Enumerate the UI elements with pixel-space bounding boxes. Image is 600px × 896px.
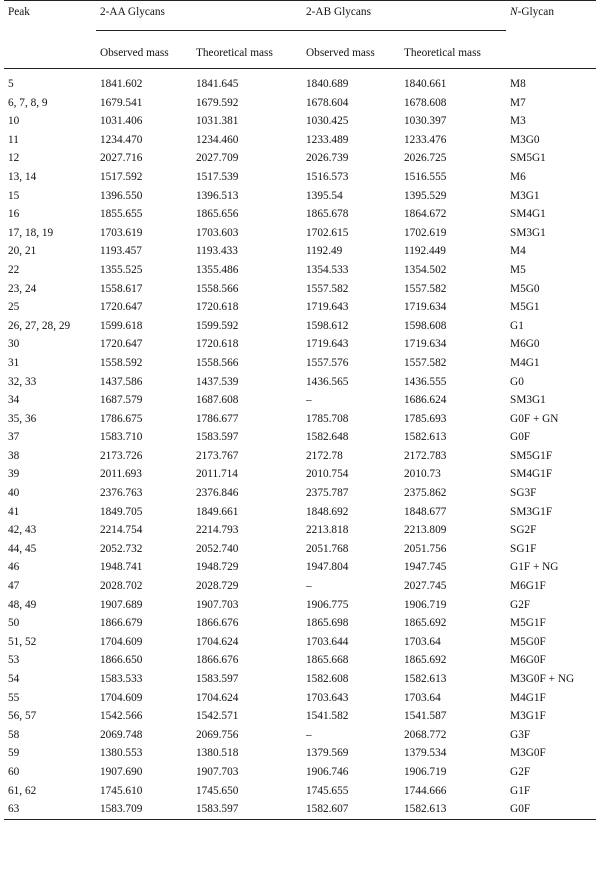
cell-peak: 46 [8,561,20,574]
cell-nglycan: M5 [510,263,526,276]
cell-peak: 30 [8,338,20,351]
cell-ab-theoretical: 1678.608 [404,96,447,109]
cell-nglycan: SM3G1F [510,505,553,518]
cell-ab-observed: 1848.692 [306,505,349,518]
cell-nglycan: M8 [510,78,526,90]
cell-nglycan: M3G0F + NG [510,673,575,685]
cell-aa-theoretical: 2052.740 [196,542,239,555]
header-2aa-glycans [96,1,302,39]
cell-ab-theoretical: 1719.634 [404,301,447,314]
cell-aa-theoretical: 1907.703 [196,765,239,778]
cell-aa-observed: 1396.550 [100,189,143,202]
table-row [4,205,596,224]
cell-nglycan: G2F [510,598,531,611]
cell-nglycan: M3G1 [510,189,540,202]
cell-aa-theoretical: 1865.656 [196,208,239,221]
cell-aa-observed: 1866.650 [100,654,143,667]
cell-aa-observed: 2027.716 [100,152,143,165]
table-header [4,1,596,69]
cell-ab-theoretical: 1785.693 [404,412,447,425]
cell-aa-theoretical: 2028.729 [196,580,239,593]
cell-aa-observed: 1193.457 [100,245,142,258]
cell-aa-observed: 2376.763 [100,487,143,500]
table-row [4,112,596,131]
cell-aa-observed: 2173.726 [100,449,143,462]
cell-ab-theoretical: 1719.634 [404,338,447,351]
cell-peak: 15 [8,189,20,202]
cell-ab-observed: 1379.569 [306,747,349,760]
cell-peak: 20, 21 [8,245,37,258]
cell-nglycan: M3G0F [510,747,546,760]
cell-peak: 61, 62 [8,784,37,797]
table-row [4,558,596,577]
cell-aa-theoretical: 2069.756 [196,728,239,741]
cell-aa-theoretical: 1720.618 [196,338,239,351]
cell-nglycan: SG3F [510,487,537,500]
cell-aa-theoretical: 1583.597 [196,673,239,685]
cell-aa-theoretical: 2214.793 [196,524,239,537]
cell-nglycan: M5G1 [510,301,540,314]
header-empty [4,38,96,69]
cell-peak: 58 [8,728,20,741]
cell-ab-observed: 1678.604 [306,96,349,109]
cell-nglycan: G0F [506,800,596,819]
cell-peak: 38 [8,449,20,462]
cell-peak: 60 [8,765,20,778]
cell-ab-observed: 1865.668 [306,654,349,667]
cell-ab-theoretical: 1703.64 [404,635,441,648]
table-row [4,317,596,336]
cell-peak: 44, 45 [8,542,37,555]
cell-aa-observed: 1841.602 [100,78,143,90]
table-row [4,670,596,689]
cell-peak: 16 [8,208,20,221]
cell-aa-theoretical: 1704.624 [196,635,239,648]
cell-ab-observed: 1947.804 [306,561,349,574]
cell-ab-theoretical: 2010.73 [404,468,441,481]
cell-peak: 11 [8,133,19,146]
cell-aa-observed: 2069.748 [100,728,143,741]
cell-nglycan: M6 [510,170,526,183]
cell-peak: 34 [8,394,20,407]
table-row [4,149,596,168]
cell-nglycan: SG1F [510,542,537,555]
cell-peak: 40 [8,487,20,500]
cell-ab-observed: 1557.582 [306,282,349,295]
cell-nglycan: M3G0 [510,133,540,146]
cell-aa-theoretical: 1745.650 [196,784,239,797]
cell-ab-theoretical: 1582.613 [404,431,447,444]
cell-nglycan: M6G0F [510,654,546,667]
cell-nglycan: G3F [510,728,531,741]
cell-nglycan: M4G1F [510,691,546,704]
table-row [4,280,596,299]
cell-aa-theoretical: 1704.624 [196,691,239,704]
cell-aa-theoretical: 1558.566 [196,282,239,295]
cell-peak: 55 [8,691,20,704]
cell-nglycan: M5G0 [510,282,540,295]
cell-peak: 39 [8,468,20,481]
table-row [4,242,596,261]
table-row [4,800,596,819]
cell-aa-observed: 1704.609 [100,635,143,648]
cell-ab-theoretical: 1030.397 [404,115,447,128]
cell-nglycan: G0F [510,431,531,444]
table-row [4,447,596,466]
cell-aa-observed: 1558.617 [100,282,143,295]
cell-ab-theoretical: 1848.677 [404,505,447,518]
table-row [4,633,596,652]
table-row [4,614,596,633]
header-nglycan-italic: N [510,6,518,18]
cell-nglycan: SM5G1F [510,449,553,462]
cell-ab-observed: 1557.576 [306,356,349,369]
cell-ab-observed: – [306,394,312,407]
cell-ab-observed: 1354.533 [306,263,349,276]
cell-peak: 59 [8,747,20,760]
table-row [4,94,596,113]
cell-ab-observed: 1702.615 [306,226,349,239]
cell-ab-observed: 1719.643 [306,338,349,351]
cell-ab-observed: – [306,728,312,741]
cell-aa-observed: 2028.702 [100,580,143,593]
cell-ab-observed: 1030.425 [306,115,349,128]
cell-aa-observed: 1437.586 [100,375,143,388]
table-row [4,577,596,596]
cell-ab-theoretical: 1582.613 [404,673,447,685]
cell-aa-theoretical: 1720.618 [196,301,239,314]
cell-aa-theoretical: 1866.676 [196,617,239,630]
table-row [4,261,596,280]
header-peak: Peak [8,6,30,18]
cell-nglycan: G1 [510,319,524,332]
header-ab-theoretical: Theoretical mass [404,47,481,59]
cell-peak: 41 [8,505,20,518]
cell-aa-observed: 1380.553 [100,747,143,760]
cell-peak: 47 [8,580,20,593]
cell-peak: 56, 57 [8,710,37,723]
cell-ab-theoretical: 1947.745 [404,561,447,574]
cell-nglycan: SM4G1 [510,208,546,221]
cell-peak: 50 [8,617,20,630]
cell-ab-observed: 1745.655 [306,784,349,797]
table-row [4,540,596,559]
cell-aa-observed: 1907.689 [100,598,143,611]
cell-aa-theoretical: 2027.709 [196,152,239,165]
cell-peak: 51, 52 [8,635,37,648]
cell-ab-observed: 1582.607 [302,800,400,819]
table-row [4,428,596,447]
header-aa-observed: Observed mass [100,47,169,59]
cell-ab-theoretical: 1557.582 [404,356,447,369]
cell-peak: 5 [8,78,14,90]
cell-aa-theoretical: 1703.603 [196,226,239,239]
cell-nglycan: M6G1F [510,580,546,593]
cell-ab-theoretical: 1703.64 [404,691,441,704]
table-row [4,744,596,763]
cell-aa-observed: 1687.579 [100,394,143,407]
header-2ab-rule [302,30,506,31]
header-2ab-glycans [302,1,506,39]
cell-aa-observed: 1866.679 [100,617,143,630]
cell-peak: 63 [4,800,96,819]
cell-peak: 37 [8,431,20,444]
cell-ab-theoretical: 1233.476 [404,133,447,146]
cell-aa-observed: 1720.647 [100,338,143,351]
cell-ab-theoretical: 2027.745 [404,580,447,593]
table-row [4,465,596,484]
cell-aa-observed: 1704.609 [100,691,143,704]
cell-ab-theoretical: 1557.582 [404,282,447,295]
cell-nglycan: SM4G1F [510,468,553,481]
cell-aa-theoretical: 1031.381 [196,115,239,128]
cell-ab-observed: 1785.708 [306,412,349,425]
cell-aa-theoretical: 2376.846 [196,487,239,500]
cell-ab-theoretical: 1686.624 [404,394,447,407]
header-aa-theoretical: Theoretical mass [196,47,273,59]
cell-aa-observed: 1517.592 [100,170,143,183]
cell-aa-theoretical: 1355.486 [196,263,239,276]
cell-ab-theoretical: 1906.719 [404,598,447,611]
cell-aa-observed: 1745.610 [100,784,143,797]
cell-ab-theoretical: 1598.608 [404,319,447,332]
cell-aa-observed: 2011.693 [100,468,142,481]
table-row [4,410,596,429]
cell-nglycan: SM5G1 [510,152,546,165]
table-row [4,707,596,726]
cell-peak: 53 [8,654,20,667]
cell-ab-observed: 1541.582 [306,710,349,723]
header-2ab-label: 2-AB Glycans [306,6,371,18]
glycan-mass-table [4,0,596,820]
cell-aa-observed: 1599.618 [100,319,143,332]
cell-aa-observed: 1720.647 [100,301,143,314]
cell-aa-theoretical: 1849.661 [196,505,239,518]
cell-aa-theoretical: 1583.597 [196,431,239,444]
table-row [4,69,596,94]
header-2aa-label: 2-AA Glycans [100,6,165,18]
cell-peak: 12 [8,152,20,165]
cell-ab-theoretical: 1395.529 [404,189,447,202]
cell-peak: 42, 43 [8,524,37,537]
cell-aa-theoretical: 1380.518 [196,747,239,760]
header-nglycan [506,1,596,39]
cell-aa-theoretical: 1866.676 [196,654,239,667]
cell-peak: 25 [8,301,20,314]
cell-ab-observed: 1906.775 [306,598,349,611]
table-row [4,354,596,373]
cell-aa-theoretical: 1437.539 [196,375,239,388]
table-row [4,521,596,540]
cell-ab-theoretical: 1582.613 [400,800,506,819]
cell-aa-theoretical: 1558.566 [196,356,239,369]
cell-aa-observed: 2214.754 [100,524,143,537]
table-row [4,726,596,745]
cell-ab-theoretical: 2375.862 [404,487,447,500]
cell-ab-observed: – [306,580,312,593]
cell-ab-theoretical: 2213.809 [404,524,447,537]
cell-aa-observed: 2052.732 [100,542,143,555]
cell-ab-theoretical: 1354.502 [404,263,447,276]
cell-ab-observed: 1598.612 [306,319,349,332]
cell-ab-theoretical: 1541.587 [404,710,447,723]
cell-ab-observed: 1906.746 [306,765,349,778]
table-row [4,224,596,243]
cell-aa-observed: 1679.541 [100,96,143,109]
cell-aa-observed: 1355.525 [100,263,143,276]
cell-ab-observed: 1395.54 [306,189,343,202]
cell-aa-theoretical: 1786.677 [196,412,239,425]
header-2aa-rule [96,30,302,31]
cell-peak: 6, 7, 8, 9 [8,96,48,109]
cell-nglycan: M3 [510,115,526,128]
cell-ab-theoretical: 1906.719 [404,765,447,778]
cell-ab-observed: 1719.643 [306,301,349,314]
cell-ab-observed: 2375.787 [306,487,349,500]
cell-peak: 23, 24 [8,282,37,295]
table-row [4,391,596,410]
cell-aa-observed: 1583.710 [100,431,143,444]
cell-peak: 35, 36 [8,412,37,425]
cell-ab-observed: 2026.739 [306,152,349,165]
cell-ab-observed: 2010.754 [306,468,349,481]
cell-ab-theoretical: 1865.692 [404,617,447,630]
cell-peak: 32, 33 [8,375,37,388]
cell-aa-observed: 1542.566 [100,710,143,723]
cell-peak: 22 [8,263,20,276]
cell-aa-theoretical: 1542.571 [196,710,239,723]
cell-ab-theoretical: 1516.555 [404,170,447,183]
cell-nglycan: M7 [510,96,526,109]
cell-ab-theoretical: 1379.534 [404,747,447,760]
cell-aa-observed: 1849.705 [100,505,143,518]
cell-ab-observed: 1865.678 [306,208,349,221]
cell-ab-observed: 2051.768 [306,542,349,555]
table-row [4,131,596,150]
cell-ab-theoretical: 1865.692 [404,654,447,667]
cell-aa-observed: 1948.741 [100,561,143,574]
cell-ab-observed: 1516.573 [306,170,349,183]
cell-ab-observed: 1840.689 [306,78,349,90]
cell-aa-theoretical: 1679.592 [196,96,239,109]
cell-aa-observed: 1583.533 [100,673,143,685]
cell-ab-theoretical: 1702.619 [404,226,447,239]
table-row [4,596,596,615]
cell-peak: 54 [8,673,20,685]
cell-ab-observed: 1703.644 [306,635,349,648]
cell-aa-theoretical: 1517.539 [196,170,239,183]
table-row [4,168,596,187]
cell-aa-theoretical: 1841.645 [196,78,239,90]
cell-nglycan: M5G0F [510,635,546,648]
cell-ab-theoretical: 2172.783 [404,449,447,462]
cell-aa-theoretical: 1599.592 [196,319,239,332]
table-row [4,503,596,522]
cell-ab-observed: 1582.648 [306,431,349,444]
table-row [4,484,596,503]
cell-aa-observed: 1786.675 [100,412,143,425]
cell-nglycan: M4 [510,245,526,258]
cell-aa-theoretical: 2011.714 [196,468,238,481]
cell-aa-observed: 1234.470 [100,133,143,146]
cell-ab-observed: 1865.698 [306,617,349,630]
cell-aa-observed: 1558.592 [100,356,143,369]
cell-nglycan: M4G1 [510,356,540,369]
cell-peak: 26, 27, 28, 29 [8,319,71,332]
cell-nglycan: SM3G1 [510,394,546,407]
cell-aa-theoretical: 1907.703 [196,598,239,611]
cell-ab-theoretical: 1436.555 [404,375,447,388]
cell-aa-observed: 1703.619 [100,226,143,239]
cell-aa-observed: 1583.709 [96,800,192,819]
cell-peak: 13, 14 [8,170,37,183]
cell-ab-observed: 1192.49 [306,245,343,258]
header-ab-observed: Observed mass [306,47,375,59]
table-row [4,763,596,782]
cell-peak: 48, 49 [8,598,37,611]
cell-nglycan: G0F + GN [510,412,559,425]
cell-ab-theoretical: 1744.666 [404,784,447,797]
cell-aa-theoretical: 1948.729 [196,561,239,574]
cell-nglycan: SG2F [510,524,537,537]
cell-aa-observed: 1855.655 [100,208,143,221]
cell-peak: 31 [8,356,20,369]
table-row [4,373,596,392]
cell-ab-theoretical: 2051.756 [404,542,447,555]
cell-aa-theoretical: 1193.433 [196,245,238,258]
cell-aa-observed: 1031.406 [100,115,143,128]
cell-ab-observed: 1233.489 [306,133,349,146]
table-row [4,651,596,670]
table-body [4,69,596,820]
cell-ab-theoretical: 2068.772 [404,728,447,741]
cell-ab-theoretical: 2026.725 [404,152,447,165]
cell-aa-theoretical: 2173.767 [196,449,239,462]
cell-peak: 10 [8,115,20,128]
cell-ab-theoretical: 1864.672 [404,208,447,221]
table-row [4,689,596,708]
header-empty-2 [506,38,596,69]
cell-ab-observed: 1582.608 [306,673,349,685]
cell-ab-observed: 1703.643 [306,691,349,704]
cell-aa-theoretical: 1583.597 [192,800,302,819]
cell-ab-observed: 1436.565 [306,375,349,388]
cell-ab-theoretical: 1192.449 [404,245,446,258]
cell-aa-observed: 1907.690 [100,765,143,778]
cell-ab-observed: 2213.818 [306,524,349,537]
cell-nglycan: SM3G1 [510,226,546,239]
cell-aa-theoretical: 1234.460 [196,133,239,146]
cell-nglycan: M5G1F [510,617,546,630]
cell-nglycan: G1F [510,784,531,797]
cell-aa-theoretical: 1396.513 [196,189,239,202]
cell-nglycan: G0 [510,375,524,388]
table-row [4,298,596,317]
cell-aa-theoretical: 1687.608 [196,394,239,407]
table-row [4,335,596,354]
cell-nglycan: M6G0 [510,338,540,351]
cell-nglycan: G1F + NG [510,561,559,574]
cell-peak: 17, 18, 19 [8,226,54,239]
cell-ab-observed: 2172.78 [306,449,343,462]
table-row [4,187,596,206]
table-row [4,782,596,801]
header-nglycan-suffix: -Glycan [517,6,554,18]
cell-ab-theoretical: 1840.661 [404,78,447,90]
cell-nglycan: M3G1F [510,710,546,723]
cell-nglycan: G2F [510,765,531,778]
